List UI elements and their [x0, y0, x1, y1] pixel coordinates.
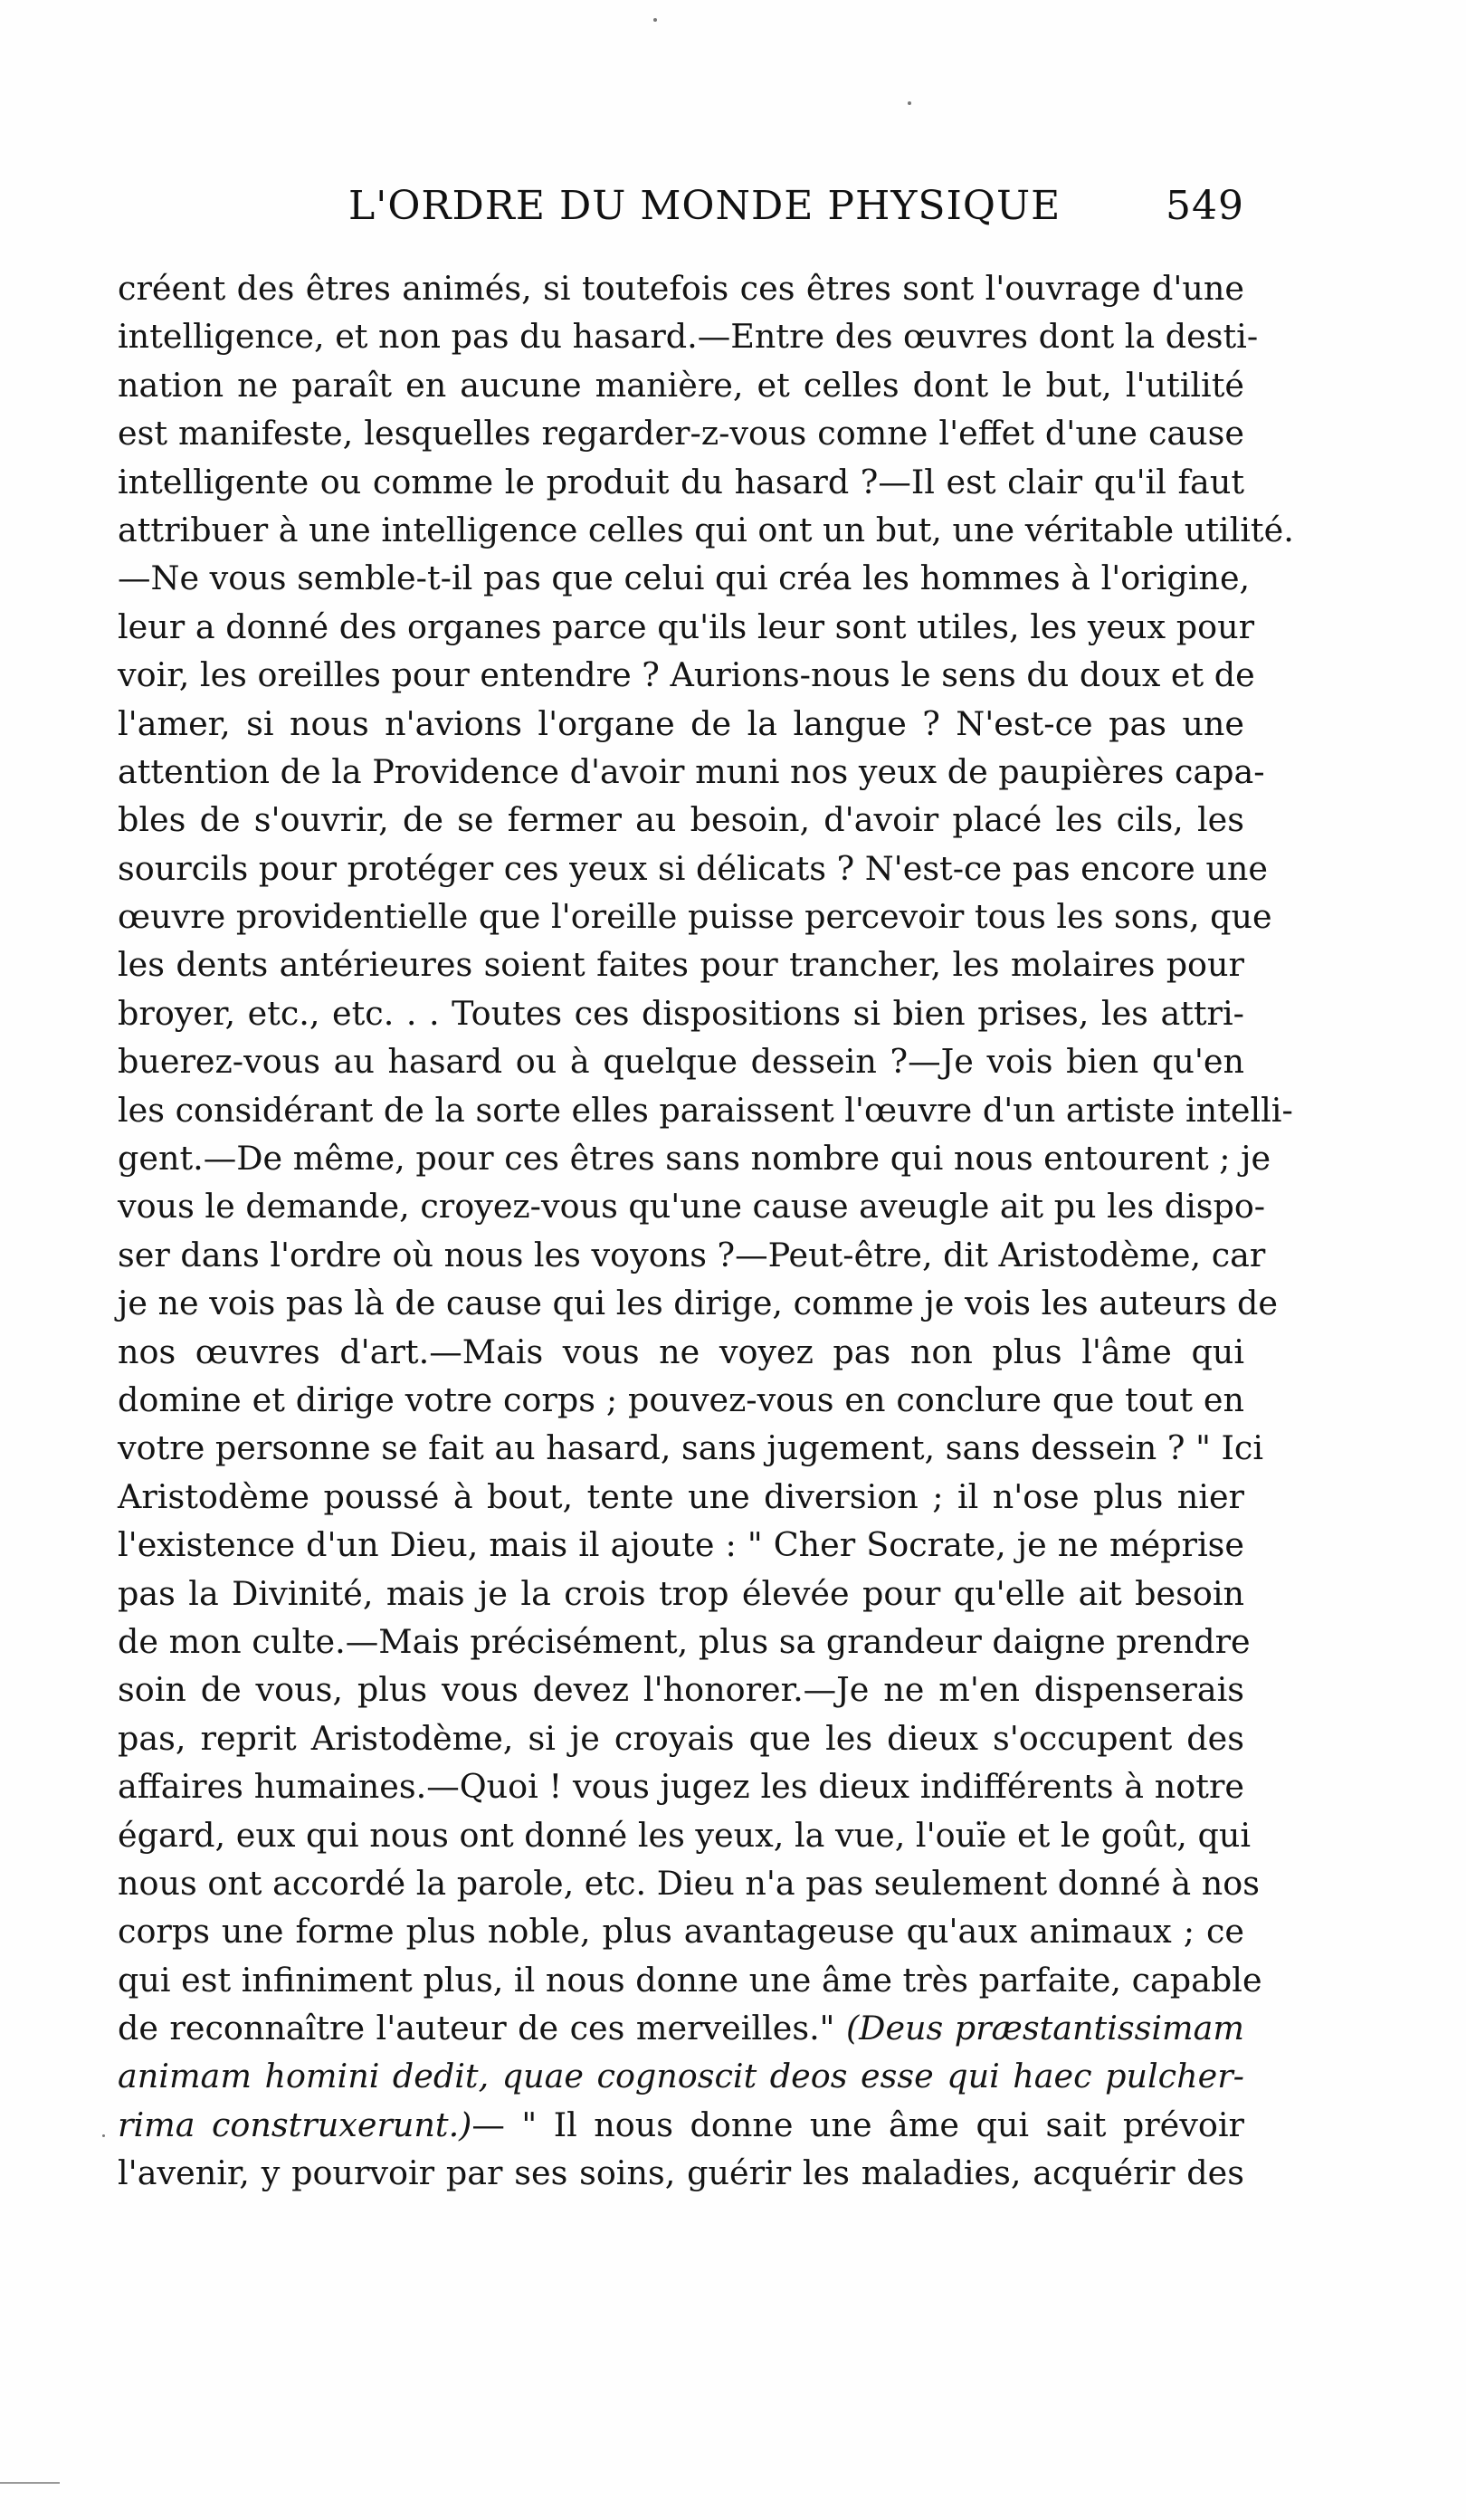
text-line: qui est infiniment plus, il nous donne une âme très parfaite, capable [118, 1960, 1262, 2000]
text-line: les considérant de la sorte elles paraissent l'œuvre d'un artiste intelli- [118, 1090, 1293, 1130]
text-line: intelligente ou comme le produit du hasard ?—Il est clair qu'il faut [118, 462, 1244, 501]
text-line: œuvre providentielle que l'oreille puisse percevoir tous les sons, que [118, 897, 1272, 937]
text-line: broyer, etc., etc. . . Toutes ces dispositions si bien prises, les attri- [118, 993, 1244, 1033]
scan-speck [102, 2134, 105, 2137]
text-line: pas la Divinité, mais je la crois trop élevée pour qu'elle ait besoin [118, 1573, 1244, 1613]
text-line: bles de s'ouvrir, de se fermer au besoin, d'avoir placé les cils, les [118, 800, 1244, 840]
scan-edge-mark [0, 2482, 60, 2484]
text-line: l'avenir, y pourvoir par ses soins, guérir les maladies, acquérir des [118, 2153, 1244, 2193]
text-line: intelligence, et non pas du hasard.—Entre des œuvres dont la desti- [118, 317, 1259, 357]
text-line: de reconnaître l'auteur de ces merveilles." (Deus præstantissimam [118, 2009, 1244, 2048]
running-head [118, 183, 1244, 246]
text-line: est manifeste, lesquelles regarder-z-vous comne l'effet d'une cause [118, 414, 1244, 453]
text-line: l'existence d'un Dieu, mais il ajoute : " Cher Socrate, je ne méprise [118, 1525, 1244, 1565]
text-line: affaires humaines.—Quoi ! vous jugez les dieux indifférents à notre [118, 1767, 1244, 1807]
text-line: Aristodème poussé à bout, tente une diversion ; il n'ose plus nier [118, 1476, 1244, 1516]
text-line: les dents antérieures soient faites pour trancher, les molaires pour [118, 945, 1244, 985]
text-line: je ne vois pas là de cause qui les dirige, comme je vois les auteurs de [118, 1284, 1278, 1323]
text-line: soin de vous, plus vous devez l'honorer.—Je ne m'en dispenserais [118, 1670, 1244, 1710]
text-line: leur a donné des organes parce qu'ils leur sont utiles, les yeux pour [118, 606, 1255, 646]
text-line: voir, les oreilles pour entendre ? Aurions-nous le sens du doux et de [118, 655, 1255, 695]
text-line: gent.—De même, pour ces êtres sans nombre qui nous entourent ; je [118, 1139, 1271, 1179]
text-line: l'amer, si nous n'avions l'organe de la langue ? N'est-ce pas une [118, 703, 1244, 743]
scan-speck [908, 101, 911, 105]
page-number: 549 [1166, 183, 1244, 229]
text-line: ser dans l'ordre où nous les voyons ?—Peut-être, dit Aristodème, car [118, 1235, 1266, 1274]
text-line: rima construxerunt.)— " Il nous donne une âme qui sait prévoir [118, 2105, 1244, 2144]
latin-quote-start: (Deus præstantissimam [845, 2009, 1244, 2048]
text-line: sourcils pour protéger ces yeux si délicats ? N'est-ce pas encore une [118, 848, 1268, 888]
text-line: attribuer à une intelligence celles qui ont un but, une véritable utilité. [118, 510, 1294, 549]
text-line: votre personne se fait au hasard, sans jugement, sans dessein ? " Ici [118, 1428, 1264, 1468]
text-line: nos œuvres d'art.—Mais vous ne voyez pas non plus l'âme qui [118, 1332, 1244, 1371]
text-line: vous le demande, croyez-vous qu'une cause aveugle ait pu les dispo- [118, 1187, 1266, 1227]
running-title: L'ORDRE DU MONDE PHYSIQUE [348, 183, 1061, 229]
text-line: de mon culte.—Mais précisément, plus sa grandeur daigne prendre [118, 1621, 1251, 1661]
text-line: nous ont accordé la parole, etc. Dieu n'a pas seulement donné à nos [118, 1863, 1260, 1903]
text-line: attention de la Providence d'avoir muni nos yeux de paupières capa- [118, 751, 1265, 791]
scan-speck [653, 18, 657, 22]
text-line: —Ne vous semble-t-il pas que celui qui créa les hommes à l'origine, [118, 558, 1251, 598]
text-line: corps une forme plus noble, plus avantageuse qu'aux animaux ; ce [118, 1912, 1244, 1952]
text-line: créent des êtres animés, si toutefois ces êtres sont l'ouvrage d'une [118, 269, 1244, 308]
text-line: égard, eux qui nous ont donné les yeux, la vue, l'ouïe et le goût, qui [118, 1815, 1251, 1855]
text-line-latin: animam homini dedit, quae cognoscit deos esse qui haec pulcher- [118, 2057, 1244, 2096]
text-line: buerez-vous au hasard ou à quelque dessein ?—Je vois bien qu'en [118, 1042, 1244, 1082]
body-text [118, 264, 1294, 2198]
latin-quote-end: rima construxerunt.) [118, 2105, 472, 2144]
text-line: pas, reprit Aristodème, si je croyais que les dieux s'occupent des [118, 1718, 1244, 1758]
text-line: nation ne paraît en aucune manière, et celles dont le but, l'utilité [118, 365, 1244, 405]
text-line: domine et dirige votre corps ; pouvez-vous en conclure que tout en [118, 1379, 1244, 1419]
